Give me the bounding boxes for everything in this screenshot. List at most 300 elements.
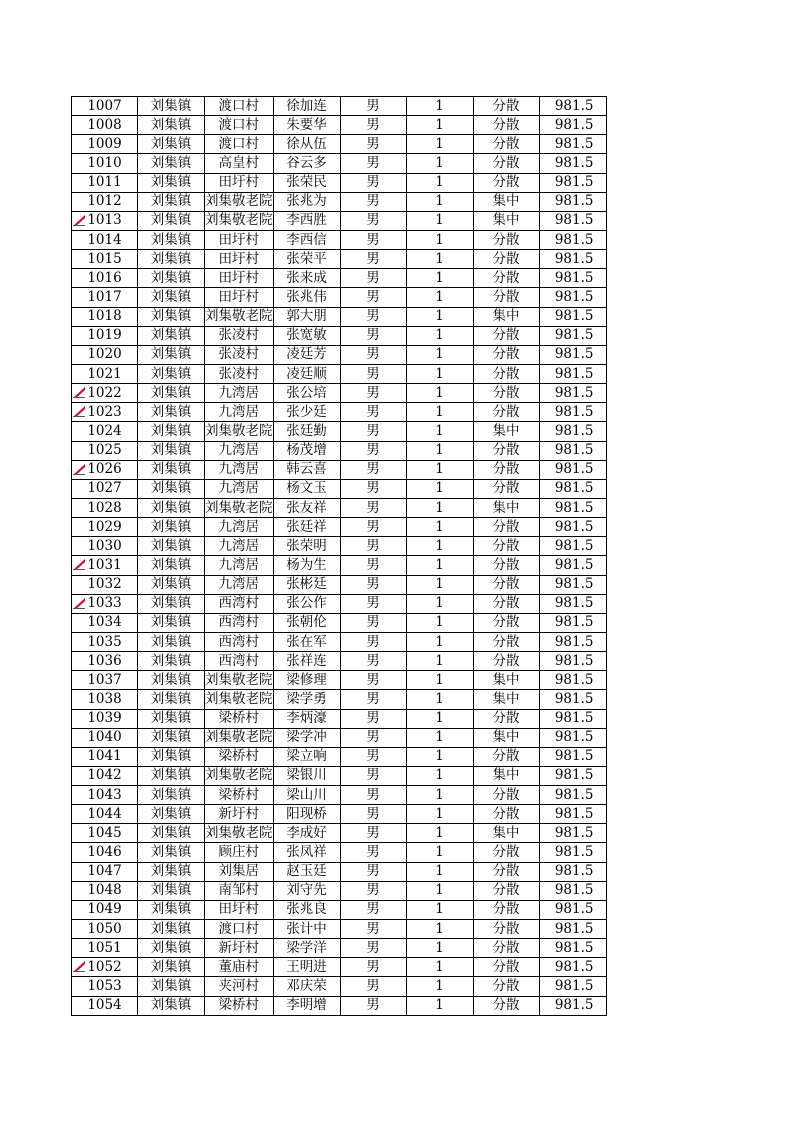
village-cell[interactable] xyxy=(205,632,274,651)
row-id-cell[interactable] xyxy=(72,479,138,498)
village-cell[interactable] xyxy=(205,97,274,116)
gender-cell[interactable] xyxy=(340,843,406,862)
amount-cell[interactable] xyxy=(539,632,606,651)
gender-cell[interactable] xyxy=(340,154,406,173)
count-cell[interactable] xyxy=(406,575,473,594)
amount-cell[interactable] xyxy=(539,460,606,479)
count-cell[interactable] xyxy=(406,805,473,824)
village-cell[interactable] xyxy=(205,652,274,671)
count-cell[interactable] xyxy=(406,269,473,288)
village-cell[interactable] xyxy=(205,116,274,135)
village-cell[interactable] xyxy=(205,594,274,613)
village-cell[interactable] xyxy=(205,422,274,441)
village-cell[interactable] xyxy=(205,996,274,1015)
row-id-cell[interactable] xyxy=(72,97,138,116)
amount-cell[interactable] xyxy=(539,709,606,728)
amount-cell[interactable] xyxy=(539,996,606,1015)
name-cell[interactable] xyxy=(273,594,340,613)
amount-cell[interactable] xyxy=(539,326,606,345)
amount-cell[interactable] xyxy=(539,288,606,307)
gender-cell[interactable] xyxy=(340,211,406,230)
support-mode-cell[interactable] xyxy=(473,843,539,862)
row-id-cell[interactable] xyxy=(72,288,138,307)
village-cell[interactable] xyxy=(205,460,274,479)
amount-cell[interactable] xyxy=(539,422,606,441)
count-cell[interactable] xyxy=(406,422,473,441)
gender-cell[interactable] xyxy=(340,250,406,269)
count-cell[interactable] xyxy=(406,824,473,843)
village-cell[interactable] xyxy=(205,230,274,249)
count-cell[interactable] xyxy=(406,920,473,939)
name-cell[interactable] xyxy=(273,364,340,383)
row-id-cell[interactable] xyxy=(72,575,138,594)
row-id-cell[interactable] xyxy=(72,211,138,230)
amount-cell[interactable] xyxy=(539,575,606,594)
village-cell[interactable] xyxy=(205,556,274,575)
row-id-cell[interactable] xyxy=(72,958,138,977)
name-cell[interactable] xyxy=(273,345,340,364)
town-cell[interactable] xyxy=(138,996,205,1015)
town-cell[interactable] xyxy=(138,135,205,154)
support-mode-cell[interactable] xyxy=(473,537,539,556)
town-cell[interactable] xyxy=(138,977,205,996)
village-cell[interactable] xyxy=(205,747,274,766)
support-mode-cell[interactable] xyxy=(473,173,539,192)
name-cell[interactable] xyxy=(273,518,340,537)
gender-cell[interactable] xyxy=(340,230,406,249)
town-cell[interactable] xyxy=(138,728,205,747)
support-mode-cell[interactable] xyxy=(473,824,539,843)
town-cell[interactable] xyxy=(138,384,205,403)
name-cell[interactable] xyxy=(273,900,340,919)
town-cell[interactable] xyxy=(138,632,205,651)
count-cell[interactable] xyxy=(406,671,473,690)
amount-cell[interactable] xyxy=(539,479,606,498)
name-cell[interactable] xyxy=(273,843,340,862)
name-cell[interactable] xyxy=(273,652,340,671)
count-cell[interactable] xyxy=(406,384,473,403)
row-id-cell[interactable] xyxy=(72,345,138,364)
amount-cell[interactable] xyxy=(539,747,606,766)
amount-cell[interactable] xyxy=(539,766,606,785)
town-cell[interactable] xyxy=(138,211,205,230)
row-id-cell[interactable] xyxy=(72,920,138,939)
town-cell[interactable] xyxy=(138,154,205,173)
gender-cell[interactable] xyxy=(340,288,406,307)
gender-cell[interactable] xyxy=(340,97,406,116)
name-cell[interactable] xyxy=(273,977,340,996)
support-mode-cell[interactable] xyxy=(473,192,539,211)
amount-cell[interactable] xyxy=(539,594,606,613)
name-cell[interactable] xyxy=(273,824,340,843)
village-cell[interactable] xyxy=(205,269,274,288)
row-id-cell[interactable] xyxy=(72,422,138,441)
name-cell[interactable] xyxy=(273,632,340,651)
name-cell[interactable] xyxy=(273,211,340,230)
gender-cell[interactable] xyxy=(340,805,406,824)
support-mode-cell[interactable] xyxy=(473,384,539,403)
gender-cell[interactable] xyxy=(340,766,406,785)
row-id-cell[interactable] xyxy=(72,364,138,383)
village-cell[interactable] xyxy=(205,211,274,230)
village-cell[interactable] xyxy=(205,690,274,709)
count-cell[interactable] xyxy=(406,709,473,728)
row-id-cell[interactable] xyxy=(72,594,138,613)
support-mode-cell[interactable] xyxy=(473,556,539,575)
row-id-cell[interactable] xyxy=(72,460,138,479)
gender-cell[interactable] xyxy=(340,900,406,919)
name-cell[interactable] xyxy=(273,173,340,192)
support-mode-cell[interactable] xyxy=(473,632,539,651)
support-mode-cell[interactable] xyxy=(473,728,539,747)
gender-cell[interactable] xyxy=(340,920,406,939)
village-cell[interactable] xyxy=(205,843,274,862)
support-mode-cell[interactable] xyxy=(473,211,539,230)
gender-cell[interactable] xyxy=(340,881,406,900)
amount-cell[interactable] xyxy=(539,786,606,805)
gender-cell[interactable] xyxy=(340,556,406,575)
amount-cell[interactable] xyxy=(539,211,606,230)
town-cell[interactable] xyxy=(138,900,205,919)
gender-cell[interactable] xyxy=(340,671,406,690)
town-cell[interactable] xyxy=(138,881,205,900)
village-cell[interactable] xyxy=(205,307,274,326)
town-cell[interactable] xyxy=(138,613,205,632)
gender-cell[interactable] xyxy=(340,862,406,881)
village-cell[interactable] xyxy=(205,786,274,805)
gender-cell[interactable] xyxy=(340,384,406,403)
amount-cell[interactable] xyxy=(539,843,606,862)
name-cell[interactable] xyxy=(273,307,340,326)
count-cell[interactable] xyxy=(406,326,473,345)
support-mode-cell[interactable] xyxy=(473,154,539,173)
row-id-cell[interactable] xyxy=(72,786,138,805)
town-cell[interactable] xyxy=(138,786,205,805)
name-cell[interactable] xyxy=(273,422,340,441)
count-cell[interactable] xyxy=(406,862,473,881)
town-cell[interactable] xyxy=(138,345,205,364)
count-cell[interactable] xyxy=(406,307,473,326)
town-cell[interactable] xyxy=(138,766,205,785)
support-mode-cell[interactable] xyxy=(473,958,539,977)
gender-cell[interactable] xyxy=(340,479,406,498)
count-cell[interactable] xyxy=(406,613,473,632)
village-cell[interactable] xyxy=(205,173,274,192)
row-id-cell[interactable] xyxy=(72,747,138,766)
support-mode-cell[interactable] xyxy=(473,479,539,498)
gender-cell[interactable] xyxy=(340,824,406,843)
support-mode-cell[interactable] xyxy=(473,575,539,594)
village-cell[interactable] xyxy=(205,135,274,154)
row-id-cell[interactable] xyxy=(72,192,138,211)
amount-cell[interactable] xyxy=(539,269,606,288)
row-id-cell[interactable] xyxy=(72,556,138,575)
town-cell[interactable] xyxy=(138,498,205,517)
row-id-cell[interactable] xyxy=(72,307,138,326)
name-cell[interactable] xyxy=(273,958,340,977)
amount-cell[interactable] xyxy=(539,154,606,173)
village-cell[interactable] xyxy=(205,518,274,537)
amount-cell[interactable] xyxy=(539,556,606,575)
town-cell[interactable] xyxy=(138,824,205,843)
town-cell[interactable] xyxy=(138,652,205,671)
name-cell[interactable] xyxy=(273,862,340,881)
support-mode-cell[interactable] xyxy=(473,345,539,364)
village-cell[interactable] xyxy=(205,154,274,173)
amount-cell[interactable] xyxy=(539,977,606,996)
village-cell[interactable] xyxy=(205,881,274,900)
amount-cell[interactable] xyxy=(539,345,606,364)
village-cell[interactable] xyxy=(205,613,274,632)
gender-cell[interactable] xyxy=(340,747,406,766)
row-id-cell[interactable] xyxy=(72,652,138,671)
amount-cell[interactable] xyxy=(539,403,606,422)
town-cell[interactable] xyxy=(138,690,205,709)
gender-cell[interactable] xyxy=(340,460,406,479)
gender-cell[interactable] xyxy=(340,498,406,517)
village-cell[interactable] xyxy=(205,384,274,403)
count-cell[interactable] xyxy=(406,97,473,116)
count-cell[interactable] xyxy=(406,211,473,230)
amount-cell[interactable] xyxy=(539,364,606,383)
village-cell[interactable] xyxy=(205,441,274,460)
row-id-cell[interactable] xyxy=(72,690,138,709)
town-cell[interactable] xyxy=(138,518,205,537)
gender-cell[interactable] xyxy=(340,345,406,364)
row-id-cell[interactable] xyxy=(72,250,138,269)
support-mode-cell[interactable] xyxy=(473,403,539,422)
town-cell[interactable] xyxy=(138,479,205,498)
row-id-cell[interactable] xyxy=(72,632,138,651)
gender-cell[interactable] xyxy=(340,173,406,192)
support-mode-cell[interactable] xyxy=(473,364,539,383)
village-cell[interactable] xyxy=(205,192,274,211)
gender-cell[interactable] xyxy=(340,364,406,383)
amount-cell[interactable] xyxy=(539,690,606,709)
name-cell[interactable] xyxy=(273,613,340,632)
name-cell[interactable] xyxy=(273,116,340,135)
support-mode-cell[interactable] xyxy=(473,709,539,728)
amount-cell[interactable] xyxy=(539,135,606,154)
count-cell[interactable] xyxy=(406,977,473,996)
gender-cell[interactable] xyxy=(340,116,406,135)
support-mode-cell[interactable] xyxy=(473,747,539,766)
count-cell[interactable] xyxy=(406,345,473,364)
count-cell[interactable] xyxy=(406,843,473,862)
count-cell[interactable] xyxy=(406,747,473,766)
village-cell[interactable] xyxy=(205,920,274,939)
count-cell[interactable] xyxy=(406,881,473,900)
support-mode-cell[interactable] xyxy=(473,230,539,249)
name-cell[interactable] xyxy=(273,671,340,690)
town-cell[interactable] xyxy=(138,958,205,977)
support-mode-cell[interactable] xyxy=(473,996,539,1015)
row-id-cell[interactable] xyxy=(72,805,138,824)
amount-cell[interactable] xyxy=(539,900,606,919)
town-cell[interactable] xyxy=(138,307,205,326)
town-cell[interactable] xyxy=(138,939,205,958)
row-id-cell[interactable] xyxy=(72,154,138,173)
support-mode-cell[interactable] xyxy=(473,135,539,154)
gender-cell[interactable] xyxy=(340,996,406,1015)
village-cell[interactable] xyxy=(205,479,274,498)
amount-cell[interactable] xyxy=(539,498,606,517)
row-id-cell[interactable] xyxy=(72,709,138,728)
name-cell[interactable] xyxy=(273,920,340,939)
town-cell[interactable] xyxy=(138,843,205,862)
name-cell[interactable] xyxy=(273,996,340,1015)
town-cell[interactable] xyxy=(138,709,205,728)
gender-cell[interactable] xyxy=(340,422,406,441)
amount-cell[interactable] xyxy=(539,939,606,958)
town-cell[interactable] xyxy=(138,230,205,249)
town-cell[interactable] xyxy=(138,326,205,345)
support-mode-cell[interactable] xyxy=(473,766,539,785)
village-cell[interactable] xyxy=(205,575,274,594)
village-cell[interactable] xyxy=(205,709,274,728)
amount-cell[interactable] xyxy=(539,307,606,326)
name-cell[interactable] xyxy=(273,326,340,345)
name-cell[interactable] xyxy=(273,135,340,154)
town-cell[interactable] xyxy=(138,575,205,594)
gender-cell[interactable] xyxy=(340,518,406,537)
village-cell[interactable] xyxy=(205,862,274,881)
name-cell[interactable] xyxy=(273,747,340,766)
amount-cell[interactable] xyxy=(539,384,606,403)
row-id-cell[interactable] xyxy=(72,537,138,556)
row-id-cell[interactable] xyxy=(72,269,138,288)
name-cell[interactable] xyxy=(273,728,340,747)
village-cell[interactable] xyxy=(205,537,274,556)
support-mode-cell[interactable] xyxy=(473,977,539,996)
amount-cell[interactable] xyxy=(539,958,606,977)
count-cell[interactable] xyxy=(406,460,473,479)
row-id-cell[interactable] xyxy=(72,862,138,881)
gender-cell[interactable] xyxy=(340,613,406,632)
support-mode-cell[interactable] xyxy=(473,250,539,269)
gender-cell[interactable] xyxy=(340,441,406,460)
gender-cell[interactable] xyxy=(340,958,406,977)
support-mode-cell[interactable] xyxy=(473,862,539,881)
name-cell[interactable] xyxy=(273,460,340,479)
support-mode-cell[interactable] xyxy=(473,920,539,939)
amount-cell[interactable] xyxy=(539,920,606,939)
row-id-cell[interactable] xyxy=(72,881,138,900)
gender-cell[interactable] xyxy=(340,652,406,671)
row-id-cell[interactable] xyxy=(72,824,138,843)
gender-cell[interactable] xyxy=(340,192,406,211)
support-mode-cell[interactable] xyxy=(473,652,539,671)
village-cell[interactable] xyxy=(205,250,274,269)
count-cell[interactable] xyxy=(406,498,473,517)
name-cell[interactable] xyxy=(273,556,340,575)
town-cell[interactable] xyxy=(138,862,205,881)
name-cell[interactable] xyxy=(273,441,340,460)
count-cell[interactable] xyxy=(406,996,473,1015)
row-id-cell[interactable] xyxy=(72,900,138,919)
amount-cell[interactable] xyxy=(539,192,606,211)
row-id-cell[interactable] xyxy=(72,728,138,747)
row-id-cell[interactable] xyxy=(72,996,138,1015)
support-mode-cell[interactable] xyxy=(473,805,539,824)
town-cell[interactable] xyxy=(138,269,205,288)
name-cell[interactable] xyxy=(273,288,340,307)
count-cell[interactable] xyxy=(406,230,473,249)
town-cell[interactable] xyxy=(138,97,205,116)
town-cell[interactable] xyxy=(138,288,205,307)
count-cell[interactable] xyxy=(406,135,473,154)
name-cell[interactable] xyxy=(273,230,340,249)
count-cell[interactable] xyxy=(406,900,473,919)
row-id-cell[interactable] xyxy=(72,230,138,249)
support-mode-cell[interactable] xyxy=(473,900,539,919)
row-id-cell[interactable] xyxy=(72,384,138,403)
town-cell[interactable] xyxy=(138,192,205,211)
count-cell[interactable] xyxy=(406,958,473,977)
town-cell[interactable] xyxy=(138,422,205,441)
gender-cell[interactable] xyxy=(340,575,406,594)
gender-cell[interactable] xyxy=(340,632,406,651)
support-mode-cell[interactable] xyxy=(473,288,539,307)
support-mode-cell[interactable] xyxy=(473,269,539,288)
support-mode-cell[interactable] xyxy=(473,613,539,632)
amount-cell[interactable] xyxy=(539,728,606,747)
name-cell[interactable] xyxy=(273,766,340,785)
row-id-cell[interactable] xyxy=(72,671,138,690)
count-cell[interactable] xyxy=(406,173,473,192)
name-cell[interactable] xyxy=(273,575,340,594)
row-id-cell[interactable] xyxy=(72,518,138,537)
support-mode-cell[interactable] xyxy=(473,326,539,345)
gender-cell[interactable] xyxy=(340,786,406,805)
count-cell[interactable] xyxy=(406,250,473,269)
village-cell[interactable] xyxy=(205,766,274,785)
support-mode-cell[interactable] xyxy=(473,116,539,135)
name-cell[interactable] xyxy=(273,97,340,116)
amount-cell[interactable] xyxy=(539,116,606,135)
amount-cell[interactable] xyxy=(539,97,606,116)
count-cell[interactable] xyxy=(406,518,473,537)
name-cell[interactable] xyxy=(273,709,340,728)
town-cell[interactable] xyxy=(138,594,205,613)
town-cell[interactable] xyxy=(138,116,205,135)
count-cell[interactable] xyxy=(406,594,473,613)
count-cell[interactable] xyxy=(406,116,473,135)
village-cell[interactable] xyxy=(205,498,274,517)
gender-cell[interactable] xyxy=(340,326,406,345)
name-cell[interactable] xyxy=(273,805,340,824)
amount-cell[interactable] xyxy=(539,613,606,632)
amount-cell[interactable] xyxy=(539,537,606,556)
amount-cell[interactable] xyxy=(539,862,606,881)
gender-cell[interactable] xyxy=(340,403,406,422)
row-id-cell[interactable] xyxy=(72,977,138,996)
town-cell[interactable] xyxy=(138,441,205,460)
name-cell[interactable] xyxy=(273,384,340,403)
count-cell[interactable] xyxy=(406,939,473,958)
row-id-cell[interactable] xyxy=(72,939,138,958)
row-id-cell[interactable] xyxy=(72,498,138,517)
village-cell[interactable] xyxy=(205,824,274,843)
village-cell[interactable] xyxy=(205,326,274,345)
town-cell[interactable] xyxy=(138,805,205,824)
gender-cell[interactable] xyxy=(340,307,406,326)
gender-cell[interactable] xyxy=(340,709,406,728)
village-cell[interactable] xyxy=(205,403,274,422)
town-cell[interactable] xyxy=(138,403,205,422)
village-cell[interactable] xyxy=(205,364,274,383)
town-cell[interactable] xyxy=(138,556,205,575)
